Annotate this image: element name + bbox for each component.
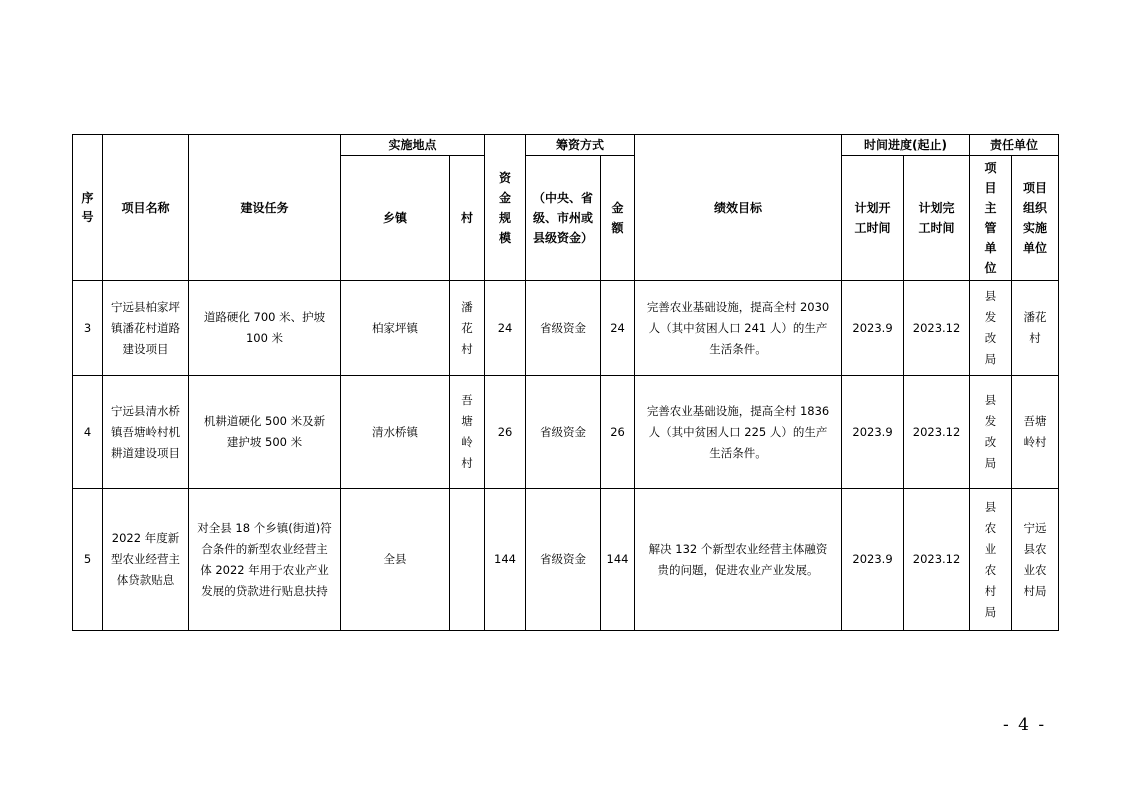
- cell-goal: 完善农业基础设施，提高全村 2030 人（其中贫困人口 241 人）的生产生活条件。: [635, 281, 842, 376]
- header-impl: 项目组织实施单位: [1012, 156, 1059, 281]
- cell-town: 全县: [341, 489, 450, 631]
- cell-town: 柏家坪镇: [341, 281, 450, 376]
- header-seq: 序号: [73, 135, 103, 281]
- cell-impl: 潘花村: [1012, 281, 1059, 376]
- header-amount: 金额: [601, 156, 635, 281]
- cell-amount: 24: [601, 281, 635, 376]
- header-funding-source: （中央、省级、市州或县级资金）: [526, 156, 601, 281]
- cell-goal: 解决 132 个新型农业经营主体融资贵的问题，促进农业产业发展。: [635, 489, 842, 631]
- cell-village: 潘花村: [450, 281, 485, 376]
- cell-seq: 4: [73, 376, 103, 489]
- page-number: - 4 -: [1003, 715, 1047, 735]
- cell-impl: 宁远县农业农村局: [1012, 489, 1059, 631]
- cell-impl: 吾塘岭村: [1012, 376, 1059, 489]
- cell-seq: 3: [73, 281, 103, 376]
- header-responsible: 责任单位: [970, 135, 1059, 156]
- cell-end: 2023.12: [904, 489, 970, 631]
- table-row: [73, 281, 1059, 376]
- cell-amount: 144: [601, 489, 635, 631]
- header-town: 乡镇: [341, 156, 450, 281]
- cell-start: 2023.9: [842, 489, 904, 631]
- cell-goal: 完善农业基础设施，提高全村 1836 人（其中贫困人口 225 人）的生产生活条件。: [635, 376, 842, 489]
- header-row-1: [73, 135, 1059, 156]
- cell-scale: 24: [485, 281, 526, 376]
- cell-dept: 县发改局: [970, 376, 1012, 489]
- header-village: 村: [450, 156, 485, 281]
- cell-source: 省级资金: [526, 281, 601, 376]
- header-task: 建设任务: [189, 135, 341, 281]
- cell-name: 2022 年度新型农业经营主体贷款贴息: [103, 489, 189, 631]
- cell-seq: 5: [73, 489, 103, 631]
- cell-amount: 26: [601, 376, 635, 489]
- header-scale: 资金规模: [485, 135, 526, 281]
- table-row: [73, 376, 1059, 489]
- cell-start: 2023.9: [842, 376, 904, 489]
- cell-scale: 144: [485, 489, 526, 631]
- cell-task: 道路硬化 700 米、护坡 100 米: [189, 281, 341, 376]
- cell-name: 宁远县清水桥镇吾塘岭村机耕道建设项目: [103, 376, 189, 489]
- cell-dept: 县发改局: [970, 281, 1012, 376]
- header-funding: 筹资方式: [526, 135, 635, 156]
- cell-village: [450, 489, 485, 631]
- header-start: 计划开工时间: [842, 156, 904, 281]
- header-location: 实施地点: [341, 135, 485, 156]
- header-name: 项目名称: [103, 135, 189, 281]
- cell-end: 2023.12: [904, 376, 970, 489]
- header-schedule: 时间进度(起止): [842, 135, 970, 156]
- cell-start: 2023.9: [842, 281, 904, 376]
- header-end: 计划完工时间: [904, 156, 970, 281]
- cell-dept: 县农业农村局: [970, 489, 1012, 631]
- cell-end: 2023.12: [904, 281, 970, 376]
- cell-source: 省级资金: [526, 376, 601, 489]
- header-dept: 项目主管单位: [970, 156, 1012, 281]
- cell-source: 省级资金: [526, 489, 601, 631]
- cell-village: 吾塘岭村: [450, 376, 485, 489]
- cell-scale: 26: [485, 376, 526, 489]
- cell-task: 对全县 18 个乡镇(街道)符合条件的新型农业经营主体 2022 年用于农业产业发展的贷款进行贴息扶持: [189, 489, 341, 631]
- cell-town: 清水桥镇: [341, 376, 450, 489]
- header-goal: 绩效目标: [635, 135, 842, 281]
- cell-name: 宁远县柏家坪镇潘花村道路建设项目: [103, 281, 189, 376]
- table-row: [73, 489, 1059, 631]
- project-table: [72, 134, 1059, 631]
- cell-task: 机耕道硬化 500 米及新建护坡 500 米: [189, 376, 341, 489]
